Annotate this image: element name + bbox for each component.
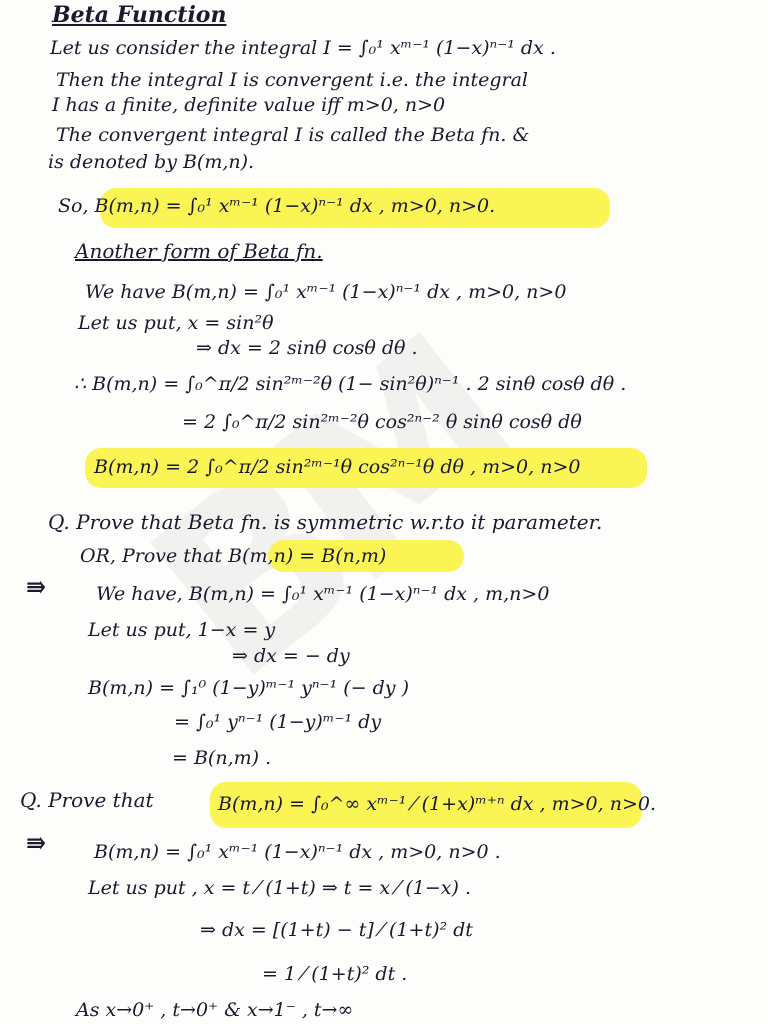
answer-arrow-icon-2: ⇛ (26, 828, 47, 857)
intro-line-2: Then the integral I is convergent i.e. the integral (56, 69, 529, 91)
q1-step-1: We have, B(m,n) = ∫₀¹ xᵐ⁻¹ (1−x)ⁿ⁻¹ dx , m,n>0 (96, 583, 550, 605)
another-form-result: B(m,n) = 2 ∫₀^π/2 sin²ᵐ⁻¹θ cos²ⁿ⁻¹θ dθ , m>0, n>0 (94, 456, 581, 478)
q2-question-formula: B(m,n) = ∫₀^∞ xᵐ⁻¹ ⁄ (1+x)ᵐ⁺ⁿ dx , m>0, n>0. (218, 793, 657, 815)
intro-line-5: is denoted by B(m,n). (48, 151, 255, 173)
q2-step-2: Let us put , x = t ⁄ (1+t) ⇒ t = x ⁄ (1−x) . (88, 877, 472, 899)
another-form-line-2: Let us put, x = sin²θ (78, 312, 274, 334)
q2-question-prefix: Q. Prove that (20, 788, 154, 812)
beta-definition: So, B(m,n) = ∫₀¹ xᵐ⁻¹ (1−x)ⁿ⁻¹ dx , m>0, n>0. (58, 195, 496, 217)
answer-arrow-icon: ⇛ (26, 572, 47, 601)
q1-step-5: = ∫₀¹ yⁿ⁻¹ (1−y)ᵐ⁻¹ dy (174, 711, 382, 733)
intro-line-3: I has a finite, definite value iff m>0, n>0 (52, 94, 446, 116)
q1-step-6: = B(n,m) . (172, 747, 272, 769)
q1-step-4: B(m,n) = ∫₁⁰ (1−y)ᵐ⁻¹ yⁿ⁻¹ (− dy ) (88, 677, 409, 699)
q2-step-4: = 1 ⁄ (1+t)² dt . (262, 963, 408, 985)
q1-question: Q. Prove that Beta fn. is symmetric w.r.to it parameter. (48, 510, 603, 534)
another-form-line-4: ∴ B(m,n) = ∫₀^π/2 sin²ᵐ⁻²θ (1− sin²θ)ⁿ⁻¹ . 2 sinθ cosθ dθ . (74, 373, 627, 395)
another-form-line-3: ⇒ dx = 2 sinθ cosθ dθ . (196, 337, 418, 359)
another-form-line-5: = 2 ∫₀^π/2 sin²ᵐ⁻²θ cos²ⁿ⁻² θ sinθ cosθ dθ (182, 411, 582, 433)
q1-step-3: ⇒ dx = − dy (232, 645, 350, 667)
q2-step-3: ⇒ dx = [(1+t) − t] ⁄ (1+t)² dt (200, 919, 473, 941)
another-form-heading: Another form of Beta fn. (75, 239, 323, 263)
another-form-line-1: We have B(m,n) = ∫₀¹ xᵐ⁻¹ (1−x)ⁿ⁻¹ dx , m>0, n>0 (85, 281, 567, 303)
q1-step-2: Let us put, 1−x = y (88, 619, 276, 641)
q2-step-5: As x→0⁺ , t→0⁺ & x→1⁻ , t→∞ (76, 999, 354, 1021)
q1-or-line: OR, Prove that B(m,n) = B(n,m) (80, 545, 387, 567)
intro-line-1: Let us consider the integral I = ∫₀¹ xᵐ⁻¹ (1−x)ⁿ⁻¹ dx . (50, 37, 556, 59)
intro-line-4: The convergent integral I is called the Beta fn. & (56, 124, 530, 146)
page-title: Beta Function (52, 2, 227, 28)
q2-step-1: B(m,n) = ∫₀¹ xᵐ⁻¹ (1−x)ⁿ⁻¹ dx , m>0, n>0 . (94, 841, 501, 863)
